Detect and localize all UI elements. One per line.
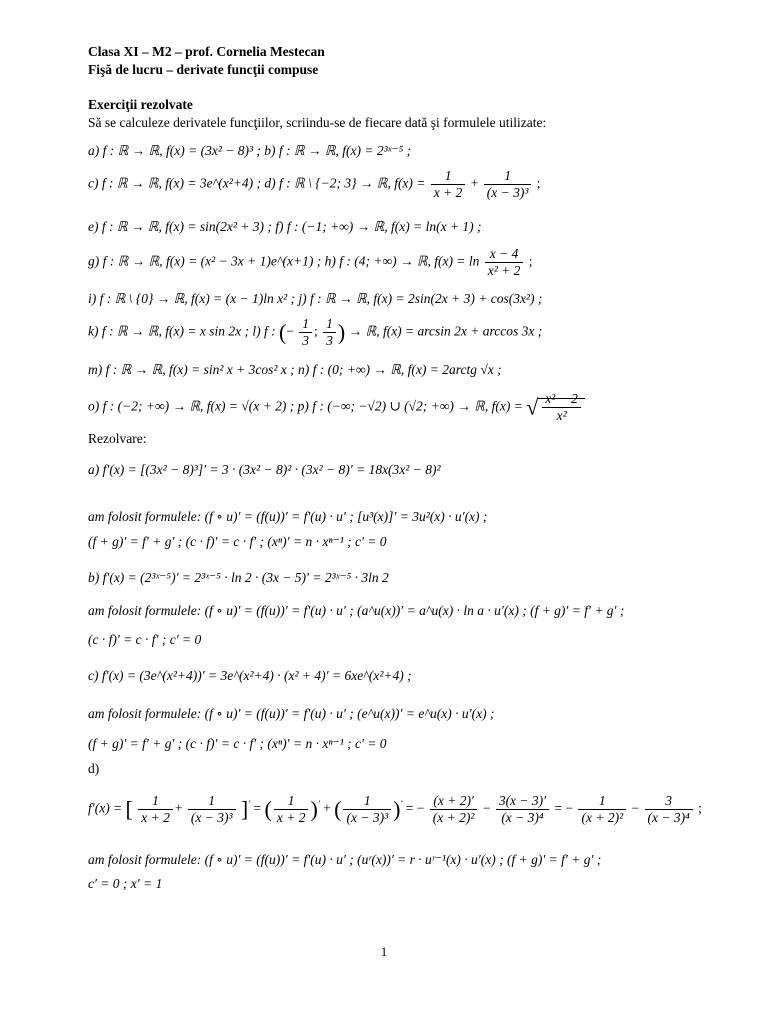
fraction [645,793,693,826]
exercise-cd-text: c) f : ℝ → ℝ, f(x) = 3e^(x²+4) ; d) f : ℝ \ {−2; 3} → ℝ, f(x) = [88,175,426,191]
numerator: 1 [578,793,626,810]
numerator: 1 [138,793,173,810]
fraction-h [485,246,524,279]
section-title: Exerciţii rezolvate [88,97,193,112]
denominator: x² + 2 [487,263,521,278]
page-number: 1 [380,944,388,959]
denominator: 3 [302,333,310,348]
fraction [188,793,236,826]
minus: − [416,800,425,816]
exercise-gh-text: g) f : ℝ → ℝ, f(x) = (x² − 3x + 1)e^(x+1) ; h) f : (4; +∞) → ℝ, f(x) = ln [88,253,480,269]
fraction [274,793,309,826]
numerator: 3(x − 3)′ [496,793,549,810]
minus: − [482,800,491,816]
solution-c-formulas-1: am folosit formulele: (f ∘ u)′ = (f(u))′ = f′(u) · u′ ; (e^u(x))′ = e^u(x) · u′(x) ; [88,706,495,721]
numerator: x − 4 [485,246,524,263]
header-line-2: Fişă de lucru – derivate funcţii compuse [88,62,319,77]
numerator: (x + 2)′ [430,793,478,810]
exercise-mn: m) f : ℝ → ℝ, f(x) = sin² x + 3cos² x ; n) f : (0; +∞) → ℝ, f(x) = 2arctg √x ; [88,362,502,377]
minus: − [631,800,640,816]
solution-a-formulas-2: (f + g)′ = f′ + g′ ; (c · f)′ = c · f′ ; (xⁿ)′ = n · xⁿ⁻¹ ; c′ = 0 [88,534,387,549]
solution-d-label: d) [88,761,100,776]
numerator: 1 [323,316,336,333]
solution-b-formulas-1: am folosit formulele: (f ∘ u)′ = (f(u))′ = f′(u) · u′ ; (a^u(x))′ = a^u(x) · ln a · u′(x) ; (f + g)′ = f′ + g′ ; [88,603,625,618]
numerator: 1 [274,793,309,810]
fraction-p [542,391,581,424]
solution-a-formulas-1: am folosit formulele: (f ∘ u)′ = (f(u))′ = f′(u) · u′ ; [u³(x)]′ = 3u²(x) · u′(x) ; [88,509,488,524]
solution-d: f′(x) = [ $\frac{1}{x + 2}$ + $\frac{1}{\text{(x − 3)³}}$ ]′ = ( $\frac{1}{x + 2}$ )′ + ( $\frac{1}{\text{(x − 3)³}}$ )′ = − $\frac{(x + 2)'}{\text{(x + 2)²}}$ − $\frac{3(x - 3)'}{\text{(x − 3)⁴}}$ = − $\frac{1}{\text{(x + 2)²}}$ − $\frac{3}{\text{(x − 3)⁴}}$ ; [88,793,702,825]
denominator: (x + 2)² [581,810,624,825]
numerator: 1 [343,793,391,810]
equals: = [253,800,262,816]
exercise-op-text: o) f : (−2; +∞) → ℝ, f(x) = √(x + 2) ; p) f : (−∞; −√2) ∪ (√2; +∞) → ℝ, f(x) = [88,398,523,414]
exercise-kl: k) f : ℝ → ℝ, f(x) = x sin 2x ; l) f : (− $\frac{1}{3}$ ; $\frac{1}{3}$ ) → ℝ, f(x) = arcsin 2x + arccos 3x ; [88,316,543,348]
fraction-d1 [431,168,466,201]
denominator: x + 2 [276,810,306,825]
denominator: (x − 3)⁴ [501,810,544,825]
denominator: (x − 3)³ [190,810,233,825]
solution-c-formulas-2: (f + g)′ = f′ + g′ ; (c · f)′ = c · f′ ; (xⁿ)′ = n · xⁿ⁻¹ ; c′ = 0 [88,736,387,751]
equals: = [554,800,563,816]
exercise-ef: e) f : ℝ → ℝ, f(x) = sin(2x² + 3) ; f) f : (−1; +∞) → ℝ, f(x) = ln(x + 1) ; [88,219,482,234]
fraction [138,793,173,826]
numerator: 1 [484,168,532,185]
denominator: (x + 2)² [432,810,475,825]
numerator: x² − 2 [542,391,581,408]
fraction [496,793,549,826]
exercise-gh: g) f : ℝ → ℝ, f(x) = (x² − 3x + 1)e^(x+1) ; h) f : (4; +∞) → ℝ, f(x) = ln $\frac{x - 4}{\text{x² + 2}}$ ; [88,246,533,278]
denominator: (x − 3)³ [346,810,389,825]
denominator: x² [556,408,567,423]
numerator: 1 [299,316,312,333]
fraction-l-a [299,316,312,349]
equals: = [405,800,414,816]
fraction [430,793,478,826]
header-line-1: Clasa XI – M2 – prof. Cornelia Mestecan [88,44,325,59]
exercise-op: o) f : (−2; +∞) → ℝ, f(x) = √(x + 2) ; p) f : (−∞; −√2) ∪ (√2; +∞) → ℝ, f(x) = √ $\frac{\text{x² − 2}}{\text{x²}}$ [88,391,585,424]
numerator: 1 [188,793,236,810]
solution-a: a) f′(x) = [(3x² − 8)³]′ = 3 · (3x² − 8)² · (3x² − 8)′ = 18x(3x² − 8)² [88,462,441,477]
denominator: x + 2 [141,810,170,825]
solution-c: c) f′(x) = (3e^(x²+4))′ = 3e^(x²+4) · (x² + 4)′ = 6xe^(x²+4) ; [88,668,412,683]
numerator: 1 [431,168,466,185]
exercise-kl-text-2: → ℝ, f(x) = arcsin 2x + arccos 3x ; [348,323,543,339]
rezolvare-title: Rezolvare: [88,431,147,446]
solution-b-formulas-2: (c · f)′ = c · f′ ; c′ = 0 [88,632,202,647]
solution-d-formulas-1: am folosit formulele: (f ∘ u)′ = (f(u))′ = f′(u) · u′ ; (uʳ(x))′ = r · uʳ⁻¹(x) · u′(x) ; (f + g)′ = f′ + g′ ; [88,852,602,867]
exercise-kl-text: k) f : ℝ → ℝ, f(x) = x sin 2x ; l) f : [88,323,276,339]
exercise-cd: c) f : ℝ → ℝ, f(x) = 3e^(x²+4) ; d) f : ℝ \ {−2; 3} → ℝ, f(x) = $\frac{1}{x + 2}$ + $\frac{1}{\text{(x − 3)³}}$ ; [88,168,541,200]
exercise-ij: i) f : ℝ \ {0} → ℝ, f(x) = (x − 1)ln x² ; j) f : ℝ → ℝ, f(x) = 2sin(2x + 3) + cos(3x²) ; [88,291,543,306]
fraction-d2 [484,168,532,201]
numerator: 3 [645,793,693,810]
denominator: (x − 3)⁴ [647,810,690,825]
denominator: 3 [326,333,333,348]
solution-d-lhs: f′(x) = [88,800,123,816]
solution-b: b) f′(x) = (2³ˣ⁻⁵)′ = 2³ˣ⁻⁵ · ln 2 · (3x − 5)′ = 2³ˣ⁻⁵ · 3ln 2 [88,570,389,585]
fraction [578,793,626,826]
fraction-l-b [323,316,336,349]
denominator: (x − 3)³ [486,185,529,200]
fraction [343,793,391,826]
exercise-ab: a) f : ℝ → ℝ, f(x) = (3x² − 8)³ ; b) f : ℝ → ℝ, f(x) = 2³ˣ⁻⁵ ; [88,143,412,158]
minus: − [565,800,574,816]
solution-d-formulas-2: c′ = 0 ; x′ = 1 [88,876,163,891]
instruction: Să se calculeze derivatele funcţiilor, scriindu-se de fiecare dată şi formulele utilizate: [88,115,547,130]
denominator: x + 2 [433,185,463,200]
